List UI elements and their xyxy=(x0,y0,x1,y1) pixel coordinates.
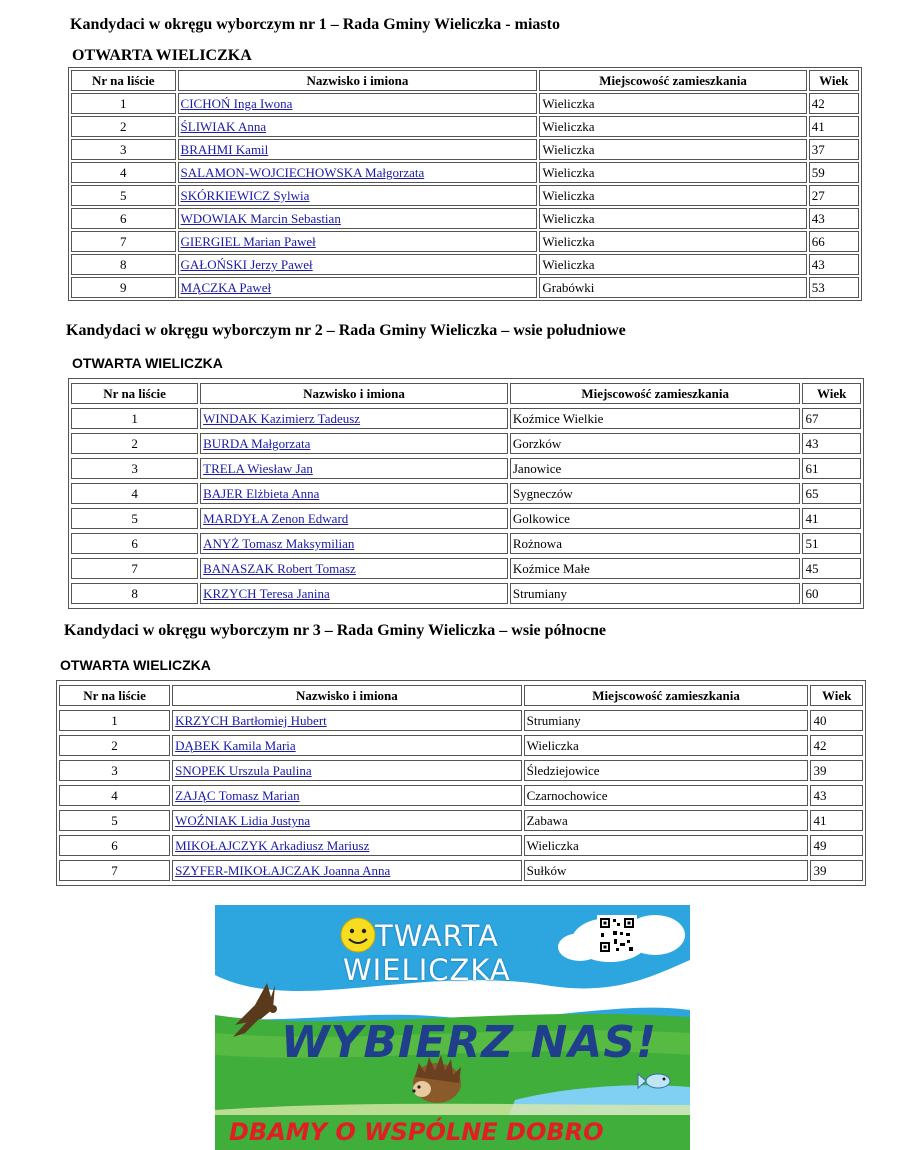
candidate-name-link[interactable]: GIERGIEL Marian Paweł xyxy=(180,234,316,249)
candidate-age: 37 xyxy=(809,139,859,160)
col-age-header: Wiek xyxy=(809,70,859,91)
candidate-name-cell xyxy=(200,558,508,579)
candidate-name-cell xyxy=(172,710,522,731)
candidate-age: 39 xyxy=(810,760,863,781)
candidate-name-link[interactable]: MARDYŁA Zenon Edward xyxy=(203,511,349,526)
candidate-number: 8 xyxy=(71,254,176,275)
candidate-name-cell xyxy=(178,208,538,229)
candidate-number: 4 xyxy=(71,162,176,183)
candidate-name-link[interactable]: BAJER Elżbieta Anna xyxy=(203,486,320,501)
candidate-age: 41 xyxy=(810,810,863,831)
candidate-name-cell xyxy=(172,760,522,781)
logo-line-1: TWARTA xyxy=(375,919,499,953)
candidate-number: 1 xyxy=(71,93,176,114)
candidate-name-link[interactable]: SKÓRKIEWICZ Sylwia xyxy=(180,188,310,203)
candidate-number: 5 xyxy=(71,508,198,529)
candidate-name-link[interactable]: SNOPEK Urszula Paulina xyxy=(175,763,312,778)
candidate-number: 9 xyxy=(71,277,176,298)
candidate-number: 5 xyxy=(71,185,176,206)
section-1-party: OTWARTA WIELICZKA xyxy=(72,47,252,64)
section-3-heading: Kandydaci w okręgu wyborczym nr 3 – Rada Gminy Wieliczka – wsie północne xyxy=(64,622,606,639)
candidate-place: Wieliczka xyxy=(539,139,806,160)
table-header-row xyxy=(71,70,859,91)
candidate-name-link[interactable]: WINDAK Kazimierz Tadeusz xyxy=(203,411,361,426)
candidate-name-link[interactable]: CICHOŃ Inga Iwona xyxy=(180,96,293,111)
col-place-header: Miejscowość zamieszkania xyxy=(524,685,809,706)
smiley-icon xyxy=(341,918,375,952)
table-row xyxy=(71,508,861,529)
candidate-name-link[interactable]: ZAJĄC Tomasz Marian xyxy=(175,788,300,803)
table-header-row xyxy=(59,685,863,706)
candidate-age: 61 xyxy=(802,458,861,479)
candidate-name-link[interactable]: BRAHMI Kamil xyxy=(180,142,269,157)
table-row xyxy=(71,231,859,252)
candidate-place: Rożnowa xyxy=(510,533,801,554)
col-nr-header: Nr na liście xyxy=(71,70,176,91)
section-2-party: OTWARTA WIELICZKA xyxy=(72,355,223,371)
table-row xyxy=(59,810,863,831)
col-place-header: Miejscowość zamieszkania xyxy=(510,383,801,404)
candidate-name-cell xyxy=(178,277,538,298)
candidate-age: 43 xyxy=(810,785,863,806)
candidate-place: Wieliczka xyxy=(539,162,806,183)
candidate-name-cell xyxy=(172,785,522,806)
table-row xyxy=(71,458,861,479)
candidate-name-link[interactable]: DĄBEK Kamila Maria xyxy=(175,738,296,753)
candidate-place: Strumiany xyxy=(510,583,801,604)
candidate-age: 39 xyxy=(810,860,863,881)
candidate-number: 8 xyxy=(71,583,198,604)
candidate-name-cell xyxy=(178,116,538,137)
candidate-number: 2 xyxy=(71,433,198,454)
table-row xyxy=(71,162,859,183)
candidate-name-link[interactable]: ŚLIWIAK Anna xyxy=(180,119,267,134)
candidate-name-link[interactable]: KRZYCH Bartłomiej Hubert xyxy=(175,713,327,728)
candidate-name-cell xyxy=(172,835,522,856)
candidate-place: Wieliczka xyxy=(524,835,809,856)
candidate-age: 41 xyxy=(809,116,859,137)
candidate-number: 2 xyxy=(71,116,176,137)
col-nr-header: Nr na liście xyxy=(71,383,198,404)
col-place-header: Miejscowość zamieszkania xyxy=(539,70,806,91)
candidate-place: Golkowice xyxy=(510,508,801,529)
col-name-header: Nazwisko i imiona xyxy=(172,685,522,706)
candidate-age: 41 xyxy=(802,508,861,529)
candidate-name-cell xyxy=(200,533,508,554)
candidate-place: Wieliczka xyxy=(539,208,806,229)
candidate-number: 7 xyxy=(71,558,198,579)
candidate-number: 6 xyxy=(71,533,198,554)
table-row xyxy=(71,583,861,604)
candidate-name-link[interactable]: ANYŻ Tomasz Maksymilian xyxy=(203,536,355,551)
table-row xyxy=(59,785,863,806)
section-2-heading: Kandydaci w okręgu wyborczym nr 2 – Rada Gminy Wieliczka – wsie południowe xyxy=(66,322,626,339)
candidate-number: 4 xyxy=(59,785,170,806)
candidate-number: 2 xyxy=(59,735,170,756)
candidate-name-link[interactable]: KRZYCH Teresa Janina xyxy=(203,586,330,601)
candidate-age: 66 xyxy=(809,231,859,252)
candidate-place: Grabówki xyxy=(539,277,806,298)
candidate-place: Wieliczka xyxy=(524,735,809,756)
candidate-name-cell xyxy=(200,458,508,479)
candidate-name-cell xyxy=(200,433,508,454)
candidate-place: Wieliczka xyxy=(539,185,806,206)
candidate-name-link[interactable]: GAŁOŃSKI Jerzy Paweł xyxy=(180,257,313,272)
candidate-age: 43 xyxy=(802,433,861,454)
candidate-name-cell xyxy=(200,408,508,429)
candidate-name-link[interactable]: TRELA Wiesław Jan xyxy=(203,461,313,476)
section-1-heading: Kandydaci w okręgu wyborczym nr 1 – Rada Gminy Wieliczka - miasto xyxy=(70,16,560,33)
candidate-place: Gorzków xyxy=(510,433,801,454)
candidate-age: 60 xyxy=(802,583,861,604)
col-name-header: Nazwisko i imiona xyxy=(200,383,508,404)
candidate-name-cell xyxy=(178,254,538,275)
table-row xyxy=(59,835,863,856)
candidate-name-cell xyxy=(172,810,522,831)
section-1-table xyxy=(68,67,862,301)
candidate-name-link[interactable]: MĄCZKA Paweł xyxy=(180,280,272,295)
col-age-header: Wiek xyxy=(802,383,861,404)
candidate-number: 5 xyxy=(59,810,170,831)
candidate-number: 1 xyxy=(59,710,170,731)
candidate-number: 3 xyxy=(71,139,176,160)
candidate-name-link[interactable]: WDOWIAK Marcin Sebastian xyxy=(180,211,341,226)
table-header-row xyxy=(71,383,861,404)
candidate-name-cell xyxy=(200,483,508,504)
candidate-name-cell xyxy=(178,93,538,114)
section-3-table xyxy=(56,680,866,886)
candidate-age: 51 xyxy=(802,533,861,554)
candidate-name-cell xyxy=(178,139,538,160)
col-name-header: Nazwisko i imiona xyxy=(178,70,538,91)
candidate-place: Czarnochowice xyxy=(524,785,809,806)
section-3-party: OTWARTA WIELICZKA xyxy=(60,657,211,673)
candidate-age: 40 xyxy=(810,710,863,731)
candidate-number: 1 xyxy=(71,408,198,429)
banner-slogan: WYBIERZ NAS! xyxy=(281,1017,658,1068)
candidate-number: 4 xyxy=(71,483,198,504)
table-row xyxy=(71,208,859,229)
candidate-name-cell xyxy=(172,860,522,881)
table-row xyxy=(59,710,863,731)
table-row xyxy=(71,139,859,160)
candidate-name-link[interactable]: MIKOŁAJCZYK Arkadiusz Mariusz xyxy=(175,838,370,853)
candidate-place: Sygneczów xyxy=(510,483,801,504)
candidate-age: 65 xyxy=(802,483,861,504)
candidate-place: Koźmice Wielkie xyxy=(510,408,801,429)
candidate-age: 49 xyxy=(810,835,863,856)
table-row xyxy=(71,408,861,429)
candidate-place: Wieliczka xyxy=(539,93,806,114)
candidate-age: 27 xyxy=(809,185,859,206)
candidate-place: Zabawa xyxy=(524,810,809,831)
table-row xyxy=(71,116,859,137)
candidate-number: 7 xyxy=(71,231,176,252)
section-2-table xyxy=(68,378,864,609)
candidate-place: Wieliczka xyxy=(539,116,806,137)
candidate-name-link[interactable]: SALAMON-WOJCIECHOWSKA Małgorzata xyxy=(180,165,425,180)
candidate-age: 53 xyxy=(809,277,859,298)
candidate-place: Śledziejowice xyxy=(524,760,809,781)
table-row xyxy=(71,277,859,298)
qr-code-icon xyxy=(597,915,637,955)
candidate-number: 3 xyxy=(59,760,170,781)
table-row xyxy=(71,254,859,275)
candidate-place: Wieliczka xyxy=(539,254,806,275)
table-row xyxy=(71,185,859,206)
table-row xyxy=(71,483,861,504)
candidate-name-link[interactable]: BANASZAK Robert Tomasz xyxy=(203,561,356,576)
candidate-name-link[interactable]: SZYFER-MIKOŁAJCZAK Joanna Anna xyxy=(175,863,391,878)
candidate-place: Sułków xyxy=(524,860,809,881)
banner-tagline: DBAMY O WSPÓLNE DOBRO xyxy=(229,1118,604,1146)
candidate-number: 7 xyxy=(59,860,170,881)
candidate-age: 42 xyxy=(809,93,859,114)
col-age-header: Wiek xyxy=(810,685,863,706)
candidate-name-link[interactable]: WOŹNIAK Lidia Justyna xyxy=(175,813,311,828)
table-row xyxy=(59,860,863,881)
table-row xyxy=(71,93,859,114)
table-row xyxy=(59,735,863,756)
candidate-name-link[interactable]: BURDA Małgorzata xyxy=(203,436,311,451)
table-row xyxy=(71,533,861,554)
candidate-name-cell xyxy=(200,583,508,604)
candidate-age: 43 xyxy=(809,254,859,275)
candidate-place: Wieliczka xyxy=(539,231,806,252)
candidate-age: 45 xyxy=(802,558,861,579)
candidate-number: 6 xyxy=(71,208,176,229)
candidate-name-cell xyxy=(178,231,538,252)
candidate-place: Strumiany xyxy=(524,710,809,731)
campaign-banner xyxy=(215,905,690,1150)
table-row xyxy=(71,433,861,454)
candidate-age: 42 xyxy=(810,735,863,756)
candidate-name-cell xyxy=(172,735,522,756)
candidate-place: Koźmice Małe xyxy=(510,558,801,579)
candidate-number: 6 xyxy=(59,835,170,856)
table-row xyxy=(59,760,863,781)
candidate-name-cell xyxy=(178,162,538,183)
candidate-number: 3 xyxy=(71,458,198,479)
candidate-age: 59 xyxy=(809,162,859,183)
candidate-name-cell xyxy=(178,185,538,206)
candidate-age: 43 xyxy=(809,208,859,229)
table-row xyxy=(71,558,861,579)
candidate-place: Janowice xyxy=(510,458,801,479)
col-nr-header: Nr na liście xyxy=(59,685,170,706)
candidate-name-cell xyxy=(200,508,508,529)
candidate-age: 67 xyxy=(802,408,861,429)
logo-line-2: WIELICZKA xyxy=(343,953,511,987)
